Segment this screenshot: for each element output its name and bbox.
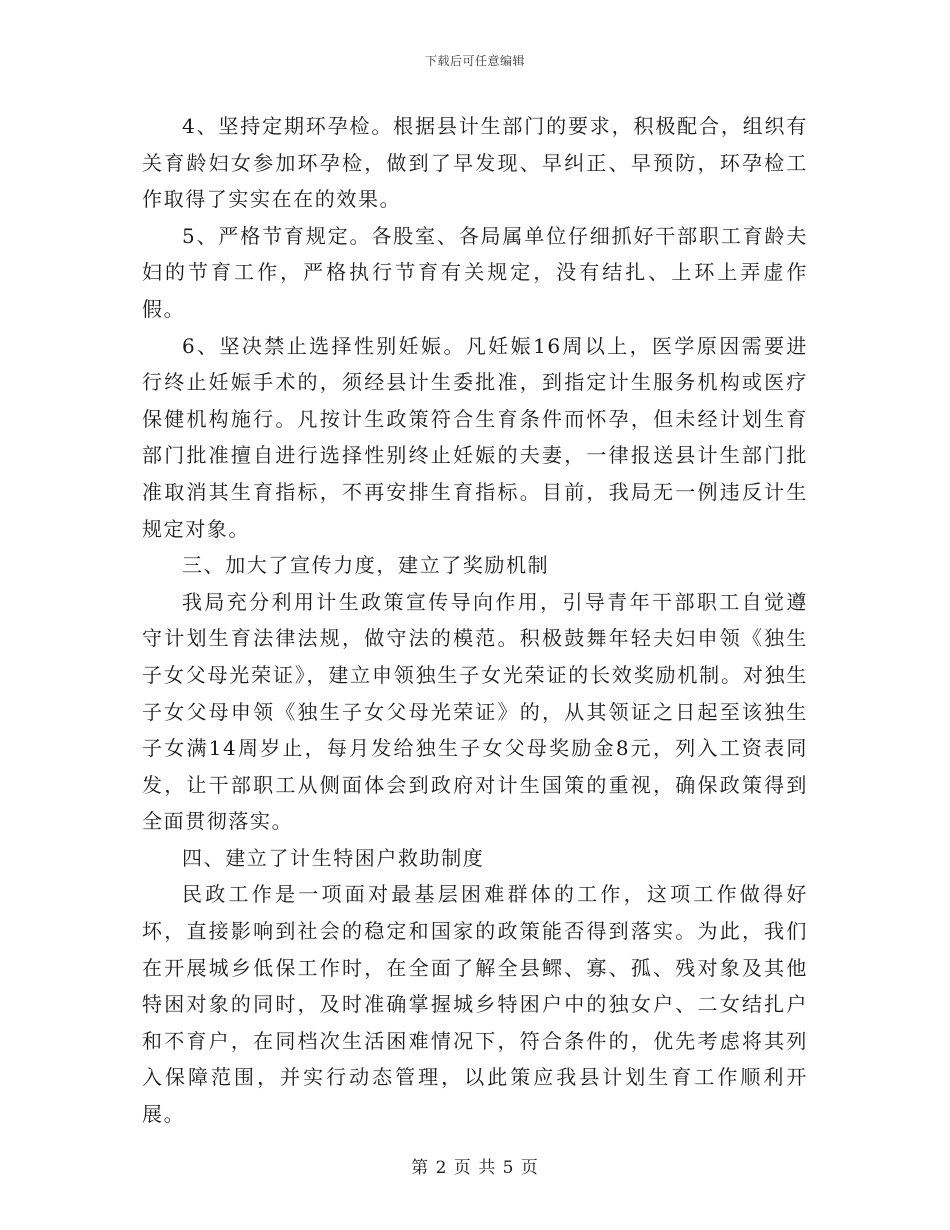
section-heading-3: 三、加大了宣传力度，建立了奖励机制 <box>182 553 550 578</box>
paragraph-section-3: 我局充分利用计生政策宣传导向作用，引导青年干部职工自觉遵守计划生育法律法规，做守法的模范。积极鼓舞年轻夫妇申领《独生子女父母光荣证》，建立申领独生子女光荣证的长效奖励机制。对独生子女父母申领《独生子女父母光荣证》的，从其领证之日起至该独生子女满14周岁止，每月发给独生子女父母奖励金8元，列入工资表同发，让干部职工从侧面体会到政府对计生国策的重视，确保政策得到全面贯彻落实。 <box>142 589 808 834</box>
paragraph-item-6: 6、坚决禁止选择性别妊娠。凡妊娠16周以上，医学原因需要进行终止妊娠手术的，须经县计生委批准，到指定计生服务机构或医疗保健机构施行。凡按计生政策符合生育条件而怀孕，但未经计划生育部门批准擅自进行选择性别终止妊娠的夫妻，一律报送县计生部门批准取消其生育指标，不再安排生育指标。目前，我局无一例违反计生规定对象。 <box>142 333 808 541</box>
page-number-footer: 第 2 页 共 5 页 <box>411 1158 539 1178</box>
section-heading-4: 四、建立了计生特困户救助制度 <box>182 845 485 870</box>
paragraph-item-4: 4、坚持定期环孕检。根据县计生部门的要求，积极配合，组织有关育龄妇女参加环孕检，做到了早发现、早纠正、早预防，环孕检工作取得了实实在在的效果。 <box>142 114 808 212</box>
document-body <box>142 108 808 1133</box>
paragraph-item-5: 5、严格节育规定。各股室、各局属单位仔细抓好干部职工育龄夫妇的节育工作，严格执行节育有关规定，没有结扎、上环上弄虚作假。 <box>142 223 808 321</box>
paragraph-section-4: 民政工作是一项面对最基层困难群体的工作，这项工作做得好坏，直接影响到社会的稳定和国家的政策能否得到落实。为此，我们在开展城乡低保工作时，在全面了解全县鳏、寡、孤、残对象及其他特困对象的同时，及时准确掌握城乡特困户中的独女户、二女结扎户和不育户，在同档次生活困难情况下，符合条件的，优先考虑将其列入保障范围，并实行动态管理，以此策应我县计划生育工作顺利开展。 <box>142 882 808 1127</box>
page-header-note: 下载后可任意编辑 <box>424 54 525 68</box>
